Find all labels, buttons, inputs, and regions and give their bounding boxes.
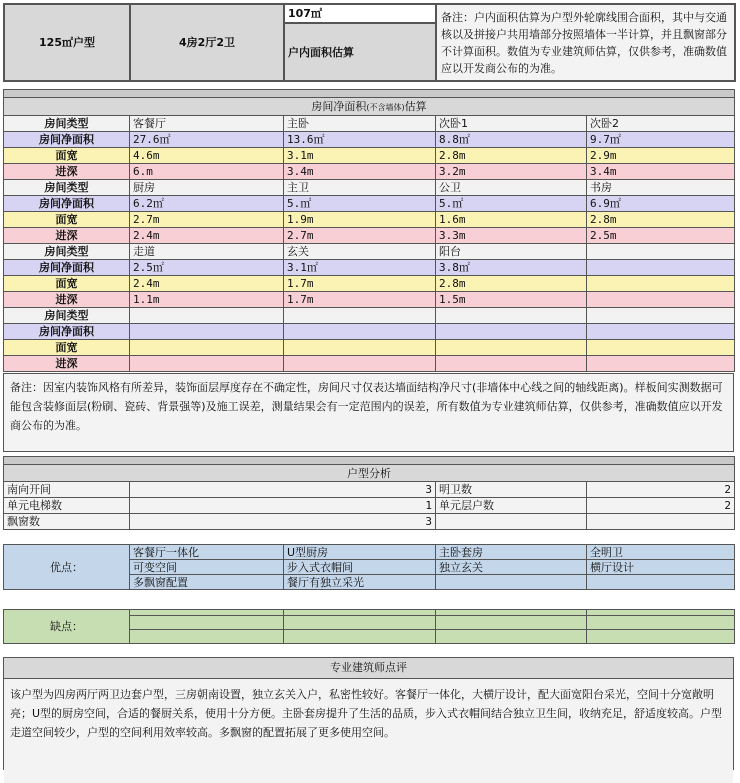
room-cell-depth: 3.4m — [284, 164, 436, 180]
row-label-area: 房间净面积 — [4, 196, 130, 212]
room-cell-depth: 2.4m — [130, 228, 284, 244]
room-row-width — [4, 276, 735, 292]
pros-item — [436, 575, 587, 590]
pros-item: 多飘窗配置 — [130, 575, 284, 590]
room-cell-area: 13.6㎡ — [284, 132, 436, 148]
cons-rows — [4, 610, 735, 644]
row-label-depth: 进深 — [4, 164, 130, 180]
row-label-type: 房间类型 — [4, 244, 130, 260]
room-cell-width — [130, 340, 284, 356]
row-label-depth: 进深 — [4, 292, 130, 308]
row-label-depth: 进深 — [4, 356, 130, 372]
row-label-width: 面宽 — [4, 276, 130, 292]
pros-item: 横厅设计 — [587, 560, 735, 575]
room-cell-depth: 1.7m — [284, 292, 436, 308]
analysis-row — [4, 498, 735, 514]
analysis-key: 单元电梯数 — [4, 498, 130, 514]
room-rows — [4, 116, 735, 372]
room-title-main: 房间净面积 — [311, 100, 367, 113]
room-title-small: (不含墙体) — [366, 103, 405, 112]
room-cell-area — [436, 324, 587, 340]
room-cell-width — [436, 340, 587, 356]
cons-item — [130, 616, 284, 630]
room-cell-depth: 6.m — [130, 164, 284, 180]
room-cell-type: 玄关 — [284, 244, 436, 260]
analysis-value: 3 — [130, 514, 436, 530]
analysis-value: 3 — [130, 482, 436, 498]
analysis-key — [436, 514, 587, 530]
room-cell-type: 书房 — [587, 180, 735, 196]
layout-label: 4房2厅2卫 — [179, 36, 235, 49]
room-cell-type: 厨房 — [130, 180, 284, 196]
room-cell-width: 2.7m — [130, 212, 284, 228]
pros-item: 独立玄关 — [436, 560, 587, 575]
cons-item — [436, 616, 587, 630]
row-label-depth: 进深 — [4, 228, 130, 244]
analysis-value: 2 — [587, 498, 735, 514]
pros-item: 餐厅有独立采光 — [284, 575, 436, 590]
room-row-type — [4, 180, 735, 196]
pros-item: 主卧套房 — [436, 545, 587, 560]
cons-item — [436, 630, 587, 644]
room-cell-width — [587, 340, 735, 356]
inner-area-value: 107㎡ — [288, 7, 322, 20]
room-cell-depth — [436, 356, 587, 372]
analysis-row — [4, 514, 735, 530]
pros-item — [587, 575, 735, 590]
pros-item: 全明卫 — [587, 545, 735, 560]
analysis-table — [3, 456, 735, 530]
room-cell-area: 2.5㎡ — [130, 260, 284, 276]
row-label-width: 面宽 — [4, 340, 130, 356]
room-cell-area: 5.㎡ — [436, 196, 587, 212]
pros-item: 可变空间 — [130, 560, 284, 575]
pros-row — [4, 545, 735, 560]
review-panel — [3, 657, 734, 770]
room-cell-type — [587, 308, 735, 324]
cons-item — [284, 630, 436, 644]
room-cell-type — [284, 308, 436, 324]
room-row-type — [4, 308, 735, 324]
row-label-type: 房间类型 — [4, 180, 130, 196]
pros-item: 步入式衣帽间 — [284, 560, 436, 575]
room-cell-type — [130, 308, 284, 324]
room-cell-depth: 1.1m — [130, 292, 284, 308]
inner-area-cell — [284, 4, 436, 23]
pros-rows — [4, 545, 735, 590]
room-cell-type: 次卧1 — [436, 116, 587, 132]
room-area-table — [3, 89, 735, 372]
room-cell-area: 27.6㎡ — [130, 132, 284, 148]
room-cell-area — [587, 260, 735, 276]
room-cell-depth: 3.3m — [436, 228, 587, 244]
room-cell-type: 公卫 — [436, 180, 587, 196]
analysis-value — [587, 514, 735, 530]
room-cell-depth — [587, 292, 735, 308]
cons-item — [587, 630, 735, 644]
room-cell-area: 9.7㎡ — [587, 132, 735, 148]
room-cell-type: 次卧2 — [587, 116, 735, 132]
room-cell-area: 8.8㎡ — [436, 132, 587, 148]
room-cell-width: 2.8m — [436, 148, 587, 164]
room-title-tail: 估算 — [404, 100, 427, 113]
room-cell-type: 主卫 — [284, 180, 436, 196]
room-cell-width: 1.7m — [284, 276, 436, 292]
room-cell-depth: 3.4m — [587, 164, 735, 180]
room-row-width — [4, 148, 735, 164]
review-text: 该户型为四房两厅两卫边套户型，三房朝南设置，独立玄关入户，私密性较好。客餐厅一体化，大横厅设计，配大面宽阳台采光，空间十分宽敞明亮；U型的厨房空间，合适的餐厨关系，使用十分方便。主卧套房提升了生活的品质，步入式衣帽间结合独立卫生间，收纳充足，舒适度较高。户型走道空间较少，户型的空间利用效率较高。多飘窗的配置拓展了更多使用空间。 — [4, 679, 733, 783]
pros-label: 优点： — [4, 545, 130, 590]
room-row-area — [4, 196, 735, 212]
room-cell-width: 2.4m — [130, 276, 284, 292]
room-cell-width — [587, 276, 735, 292]
cons-table — [3, 609, 735, 644]
row-label-width: 面宽 — [4, 212, 130, 228]
room-cell-depth: 3.2m — [436, 164, 587, 180]
room-cell-depth — [130, 356, 284, 372]
room-cell-depth — [587, 356, 735, 372]
room-cell-area — [130, 324, 284, 340]
room-cell-depth: 2.7m — [284, 228, 436, 244]
analysis-key: 南向开间 — [4, 482, 130, 498]
row-label-type: 房间类型 — [4, 116, 130, 132]
unit-area: 125㎡户型 — [39, 36, 95, 49]
analysis-value: 2 — [587, 482, 735, 498]
room-row-width — [4, 212, 735, 228]
room-cell-area: 3.8㎡ — [436, 260, 587, 276]
pros-table — [3, 544, 735, 590]
row-label-type: 房间类型 — [4, 308, 130, 324]
room-cell-area: 6.2㎡ — [130, 196, 284, 212]
room-cell-type: 客餐厅 — [130, 116, 284, 132]
room-row-width — [4, 340, 735, 356]
room-cell-type: 主卧 — [284, 116, 436, 132]
row-label-area: 房间净面积 — [4, 324, 130, 340]
analysis-rows — [4, 482, 735, 530]
section-divider — [4, 457, 735, 465]
cons-item — [130, 630, 284, 644]
room-table-title — [4, 98, 735, 116]
inner-label-cell — [284, 23, 436, 81]
analysis-key: 明卫数 — [436, 482, 587, 498]
inner-area-label: 户内面积估算 — [288, 45, 354, 59]
room-cell-type — [587, 244, 735, 260]
row-label-area: 房间净面积 — [4, 132, 130, 148]
room-cell-depth: 2.5m — [587, 228, 735, 244]
row-label-area: 房间净面积 — [4, 260, 130, 276]
unit-area-cell — [4, 4, 130, 81]
room-row-depth — [4, 292, 735, 308]
room-cell-area — [284, 324, 436, 340]
room-cell-area: 3.1㎡ — [284, 260, 436, 276]
room-row-type — [4, 244, 735, 260]
analysis-value: 1 — [130, 498, 436, 514]
analysis-key: 飘窗数 — [4, 514, 130, 530]
room-cell-type — [436, 308, 587, 324]
header-note: 备注：户内面积估算为户型外轮廓线围合面积，其中与交通核以及拼接户共用墙部分按照墙体一半计算，并且飘窗部分不计算面积。数值为专业建筑师估算，仅供参考，准确数值应以开发商公布的为准。 — [436, 4, 735, 81]
room-row-area — [4, 132, 735, 148]
room-cell-width: 2.9m — [587, 148, 735, 164]
pros-item: U型厨房 — [284, 545, 436, 560]
room-row-depth — [4, 228, 735, 244]
room-cell-type: 走道 — [130, 244, 284, 260]
room-cell-area: 5.㎡ — [284, 196, 436, 212]
cons-item — [284, 616, 436, 630]
room-cell-width — [284, 340, 436, 356]
room-row-type — [4, 116, 735, 132]
layout-cell — [130, 4, 284, 81]
cons-label: 缺点： — [4, 610, 130, 644]
room-cell-depth: 1.5m — [436, 292, 587, 308]
section-divider — [4, 90, 735, 98]
room-cell-area: 6.9㎡ — [587, 196, 735, 212]
analysis-title: 户型分析 — [4, 465, 735, 482]
room-row-area — [4, 324, 735, 340]
room-cell-area — [587, 324, 735, 340]
room-row-depth — [4, 356, 735, 372]
room-cell-width: 1.9m — [284, 212, 436, 228]
room-cell-width: 2.8m — [587, 212, 735, 228]
room-cell-width: 2.8m — [436, 276, 587, 292]
room-row-area — [4, 260, 735, 276]
room-cell-depth — [284, 356, 436, 372]
cons-item — [587, 616, 735, 630]
analysis-key: 单元层户数 — [436, 498, 587, 514]
pros-item: 客餐厅一体化 — [130, 545, 284, 560]
room-cell-width: 3.1m — [284, 148, 436, 164]
review-title: 专业建筑师点评 — [4, 658, 733, 679]
room-row-depth — [4, 164, 735, 180]
room-note: 备注：因室内装饰风格有所差异，装饰面层厚度存在不确定性，房间尺寸仅表达墙面结构净尺寸(非墙体中心线之间的轴线距离)。样板间实测数据可能包含装修面层(粉刷、瓷砖、背景强等)及施工误差，测量结果会有一定范围内的误差，所有数值为专业建筑师估算，仅供参考，准确数值应以开发商公布的为准。 — [3, 373, 734, 452]
room-cell-type: 阳台 — [436, 244, 587, 260]
analysis-row — [4, 482, 735, 498]
summary-table — [3, 3, 736, 82]
room-cell-width: 4.6m — [130, 148, 284, 164]
row-label-width: 面宽 — [4, 148, 130, 164]
room-cell-width: 1.6m — [436, 212, 587, 228]
